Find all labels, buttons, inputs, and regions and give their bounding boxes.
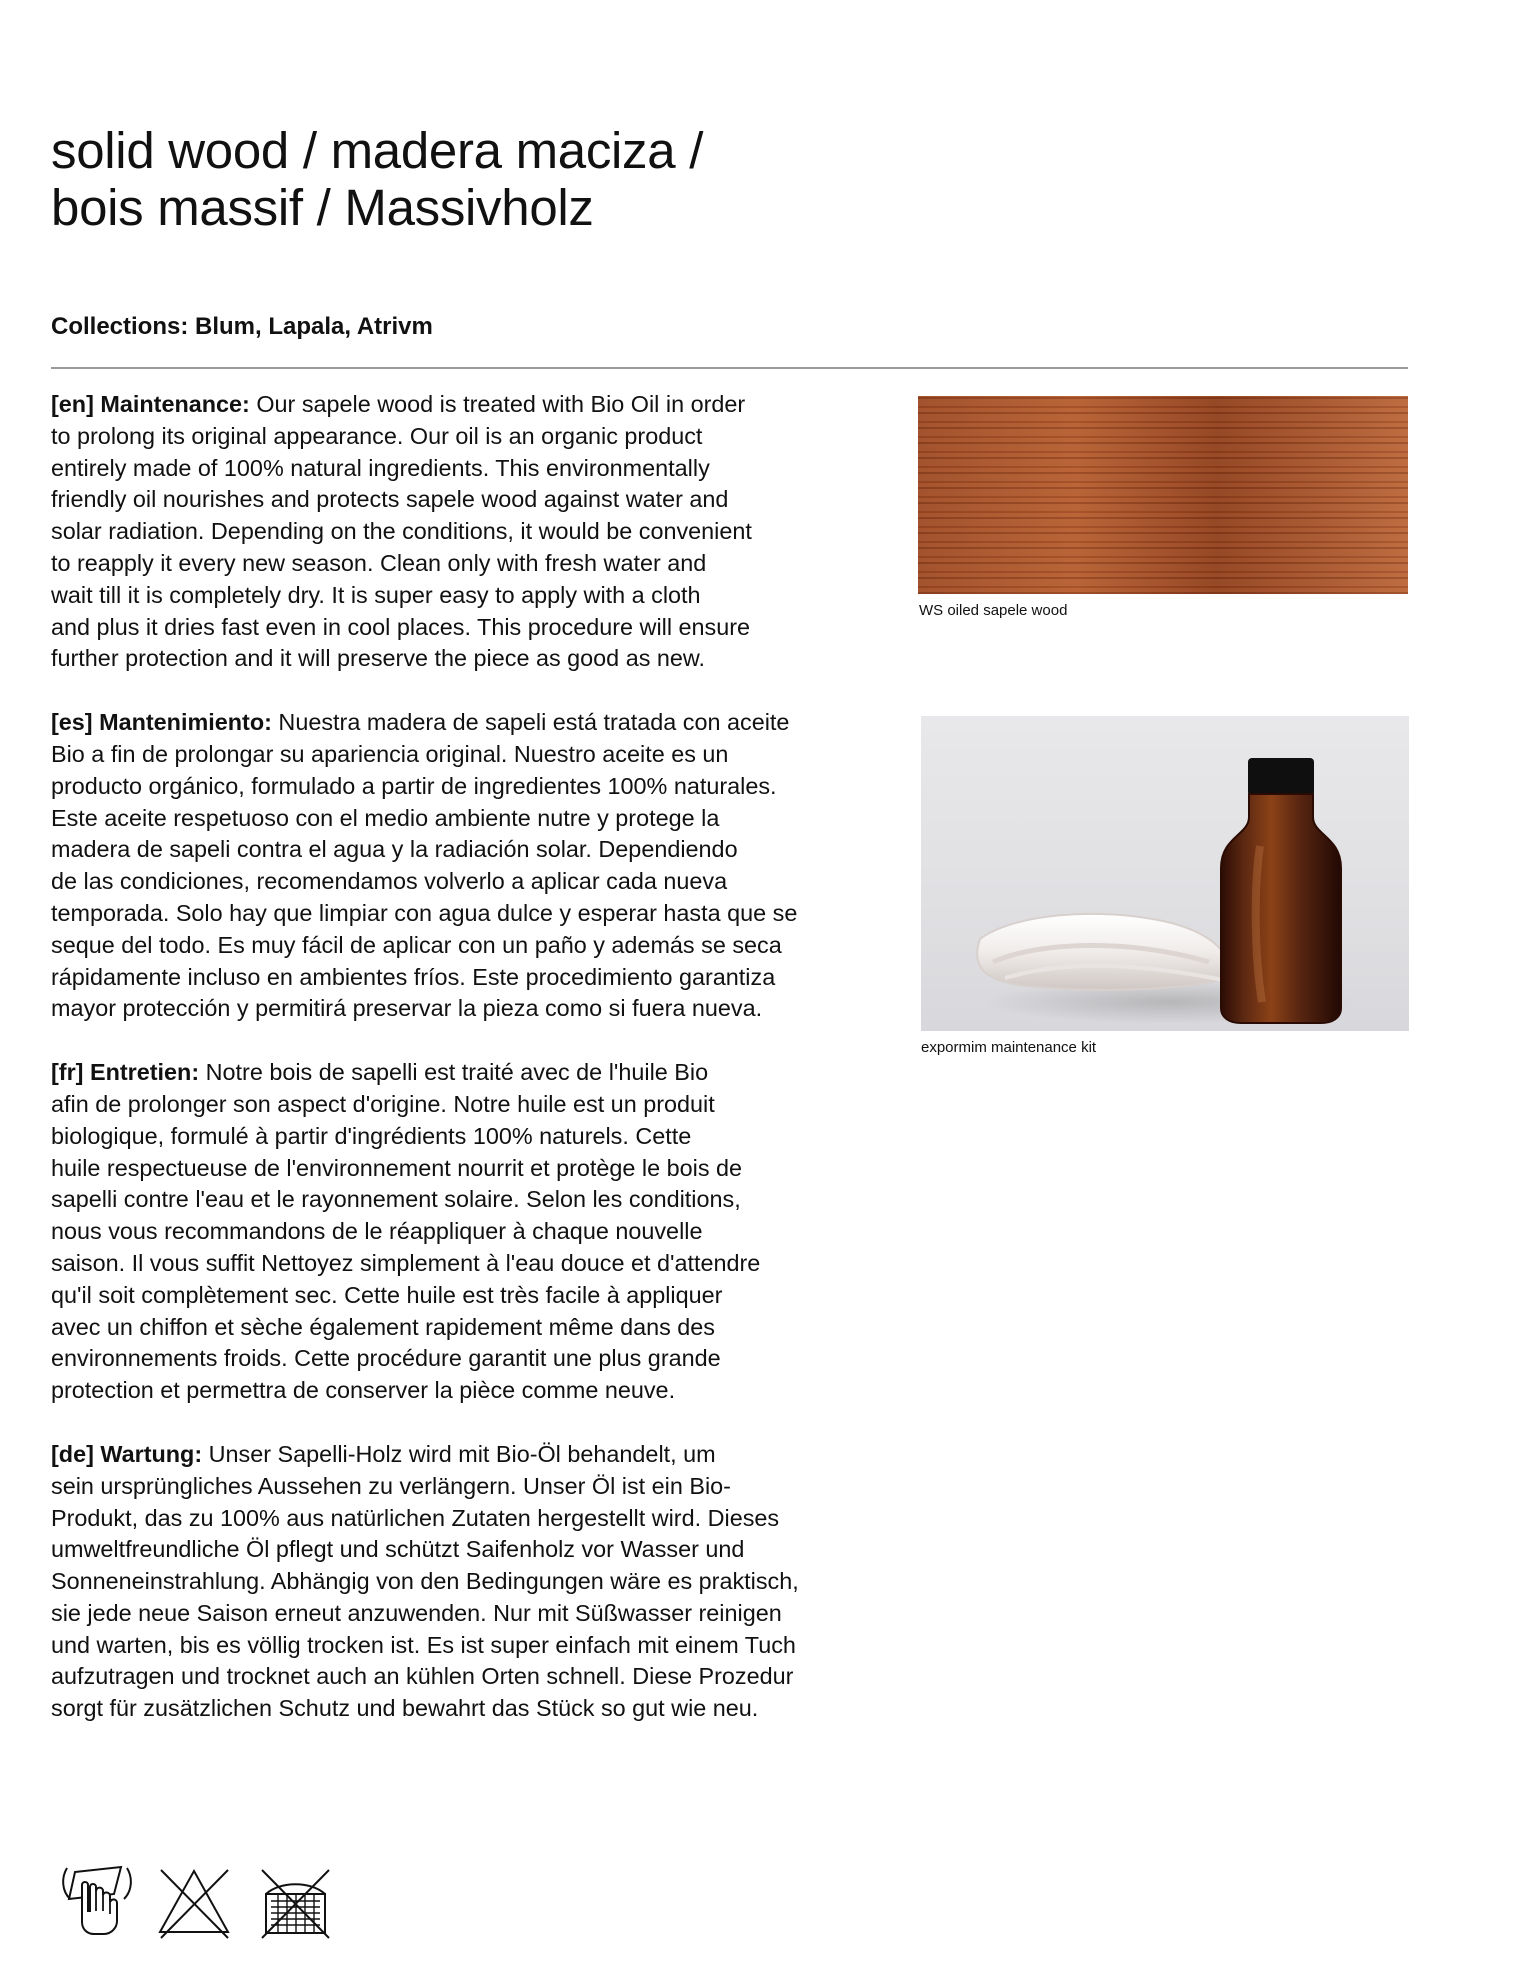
amber-oil-bottle xyxy=(1221,794,1341,1023)
maintenance-section-fr xyxy=(51,1057,901,1407)
section-line: rápidamente incluso en ambientes fríos. Este procedimiento garantiza xyxy=(51,963,776,990)
section-line: seque del todo. Es muy fácil de aplicar con un paño y además se seca xyxy=(51,931,782,958)
section-line: biologique, formulé à partir d'ingrédients 100% naturels. Cette xyxy=(51,1122,692,1149)
page-title xyxy=(51,122,951,236)
section-line: friendly oil nourishes and protects sapele wood against water and xyxy=(51,486,729,513)
section-line: nous vous recommandons de le réappliquer à chaque nouvelle xyxy=(51,1218,703,1245)
oil-bottle-and-cloth-image xyxy=(921,716,1409,1031)
section-line: sein ursprüngliches Aussehen zu verlängern. Unser Öl ist ein Bio- xyxy=(51,1472,731,1499)
section-line: Unser Sapelli-Holz wird mit Bio-Öl behandelt, um xyxy=(202,1440,716,1467)
section-line: wait till it is completely dry. It is super easy to apply with a cloth xyxy=(51,581,701,608)
section-line: environnements froids. Cette procédure garantit une plus grande xyxy=(51,1345,721,1372)
section-first-line xyxy=(51,1057,901,1089)
section-label-fr: [fr] Entretien: xyxy=(51,1059,200,1086)
section-line: afin de prolonger son aspect d'origine. Notre huile est un produit xyxy=(51,1090,715,1117)
page-title-line-2: bois massif / Massivholz xyxy=(51,179,594,237)
do-not-tumble-dry-icon xyxy=(254,1860,336,1942)
section-line: Notre bois de sapelli est traité avec de l'huile Bio xyxy=(199,1059,709,1086)
section-label-en: [en] Maintenance: xyxy=(51,391,250,417)
section-label-es: [es] Mantenimiento: xyxy=(51,709,272,736)
section-line: entirely made of 100% natural ingredients. This environmentally xyxy=(51,454,710,481)
section-line: producto orgánico, formulado a partir de ingredientes 100% naturales. xyxy=(51,772,777,799)
collections-heading: Collections: Blum, Lapala, Atrivm xyxy=(51,313,433,340)
section-line: protection et permettra de conserver la pièce comme neuve. xyxy=(51,1377,676,1404)
maintenance-text-column xyxy=(51,389,901,1757)
section-first-line xyxy=(51,389,901,421)
section-line: Nuestra madera de sapeli está tratada con aceite xyxy=(271,709,790,736)
section-line: mayor protección y permitirá preservar la pieza como si fuera nueva. xyxy=(51,995,763,1022)
section-line: madera de sapeli contra el agua y la radiación solar. Dependiendo xyxy=(51,836,738,863)
section-line: Sonneneinstrahlung. Abhängig von den Bedingungen wäre es praktisch, xyxy=(51,1568,799,1595)
section-line: Our sapele wood is treated with Bio Oil in order xyxy=(249,391,746,417)
section-line: avec un chiffon et sèche également rapidement même dans des xyxy=(51,1313,716,1340)
section-line: temporada. Solo hay que limpiar con agua dulce y esperar hasta que se xyxy=(51,899,798,926)
page-title-line-1: solid wood / madera maciza / xyxy=(51,122,704,180)
section-line: huile respectueuse de l'environnement nourrit et protège le bois de xyxy=(51,1154,743,1181)
maintenance-kit-photo-illustration xyxy=(921,716,1409,1031)
do-not-bleach-icon xyxy=(153,1860,235,1942)
section-line: qu'il soit complètement sec. Cette huile est très facile à appliquer xyxy=(51,1281,723,1308)
section-label-de: [de] Wartung: xyxy=(51,1440,203,1467)
wood-texture-image xyxy=(918,396,1408,594)
section-line: further protection and it will preserve the piece as good as new. xyxy=(51,645,706,672)
section-line: to reapply it every new season. Clean only with fresh water and xyxy=(51,549,707,576)
wood-image-caption: WS oiled sapele wood xyxy=(919,602,1068,619)
section-line: saison. Il vous suffit Nettoyez simplement à l'eau douce et d'attendre xyxy=(51,1249,761,1276)
section-line: aufzutragen und trocknet auch an kühlen Orten schnell. Diese Prozedur xyxy=(51,1663,794,1690)
section-divider xyxy=(51,367,1408,369)
section-line: de las condiciones, recomendamos volverlo a aplicar cada nueva xyxy=(51,868,728,895)
maintenance-section-en xyxy=(51,389,901,675)
maintenance-section-de xyxy=(51,1439,901,1725)
section-line: und warten, bis es völlig trocken ist. Es ist super einfach mit einem Tuch xyxy=(51,1631,796,1658)
section-line: to prolong its original appearance. Our oil is an organic product xyxy=(51,422,703,449)
bottle-cap xyxy=(1248,758,1314,796)
care-symbols xyxy=(56,1860,346,1942)
section-line: Produkt, das zu 100% aus natürlichen Zutaten hergestellt wird. Dieses xyxy=(51,1504,780,1531)
section-line: sapelli contre l'eau et le rayonnement solaire. Selon les conditions, xyxy=(51,1186,741,1213)
section-line: and plus it dries fast even in cool places. This procedure will ensure xyxy=(51,613,751,640)
kit-image-caption: expormim maintenance kit xyxy=(921,1039,1097,1056)
section-line: sorgt für zusätzlichen Schutz und bewahrt das Stück so gut wie neu. xyxy=(51,1695,759,1722)
section-first-line xyxy=(51,707,901,739)
section-first-line xyxy=(51,1439,901,1471)
wipe-with-cloth-icon xyxy=(56,1860,138,1942)
section-line: solar radiation. Depending on the conditions, it would be convenient xyxy=(51,518,752,545)
section-line: Este aceite respetuoso con el medio ambiente nutre y protege la xyxy=(51,804,720,831)
section-line: umweltfreundliche Öl pflegt und schützt Saifenholz vor Wasser und xyxy=(51,1536,745,1563)
section-line: sie jede neue Saison erneut anzuwenden. Nur mit Süßwasser reinigen xyxy=(51,1599,782,1626)
maintenance-section-es xyxy=(51,707,901,1025)
section-line: Bio a fin de prolongar su apariencia original. Nuestro aceite es un xyxy=(51,740,729,767)
